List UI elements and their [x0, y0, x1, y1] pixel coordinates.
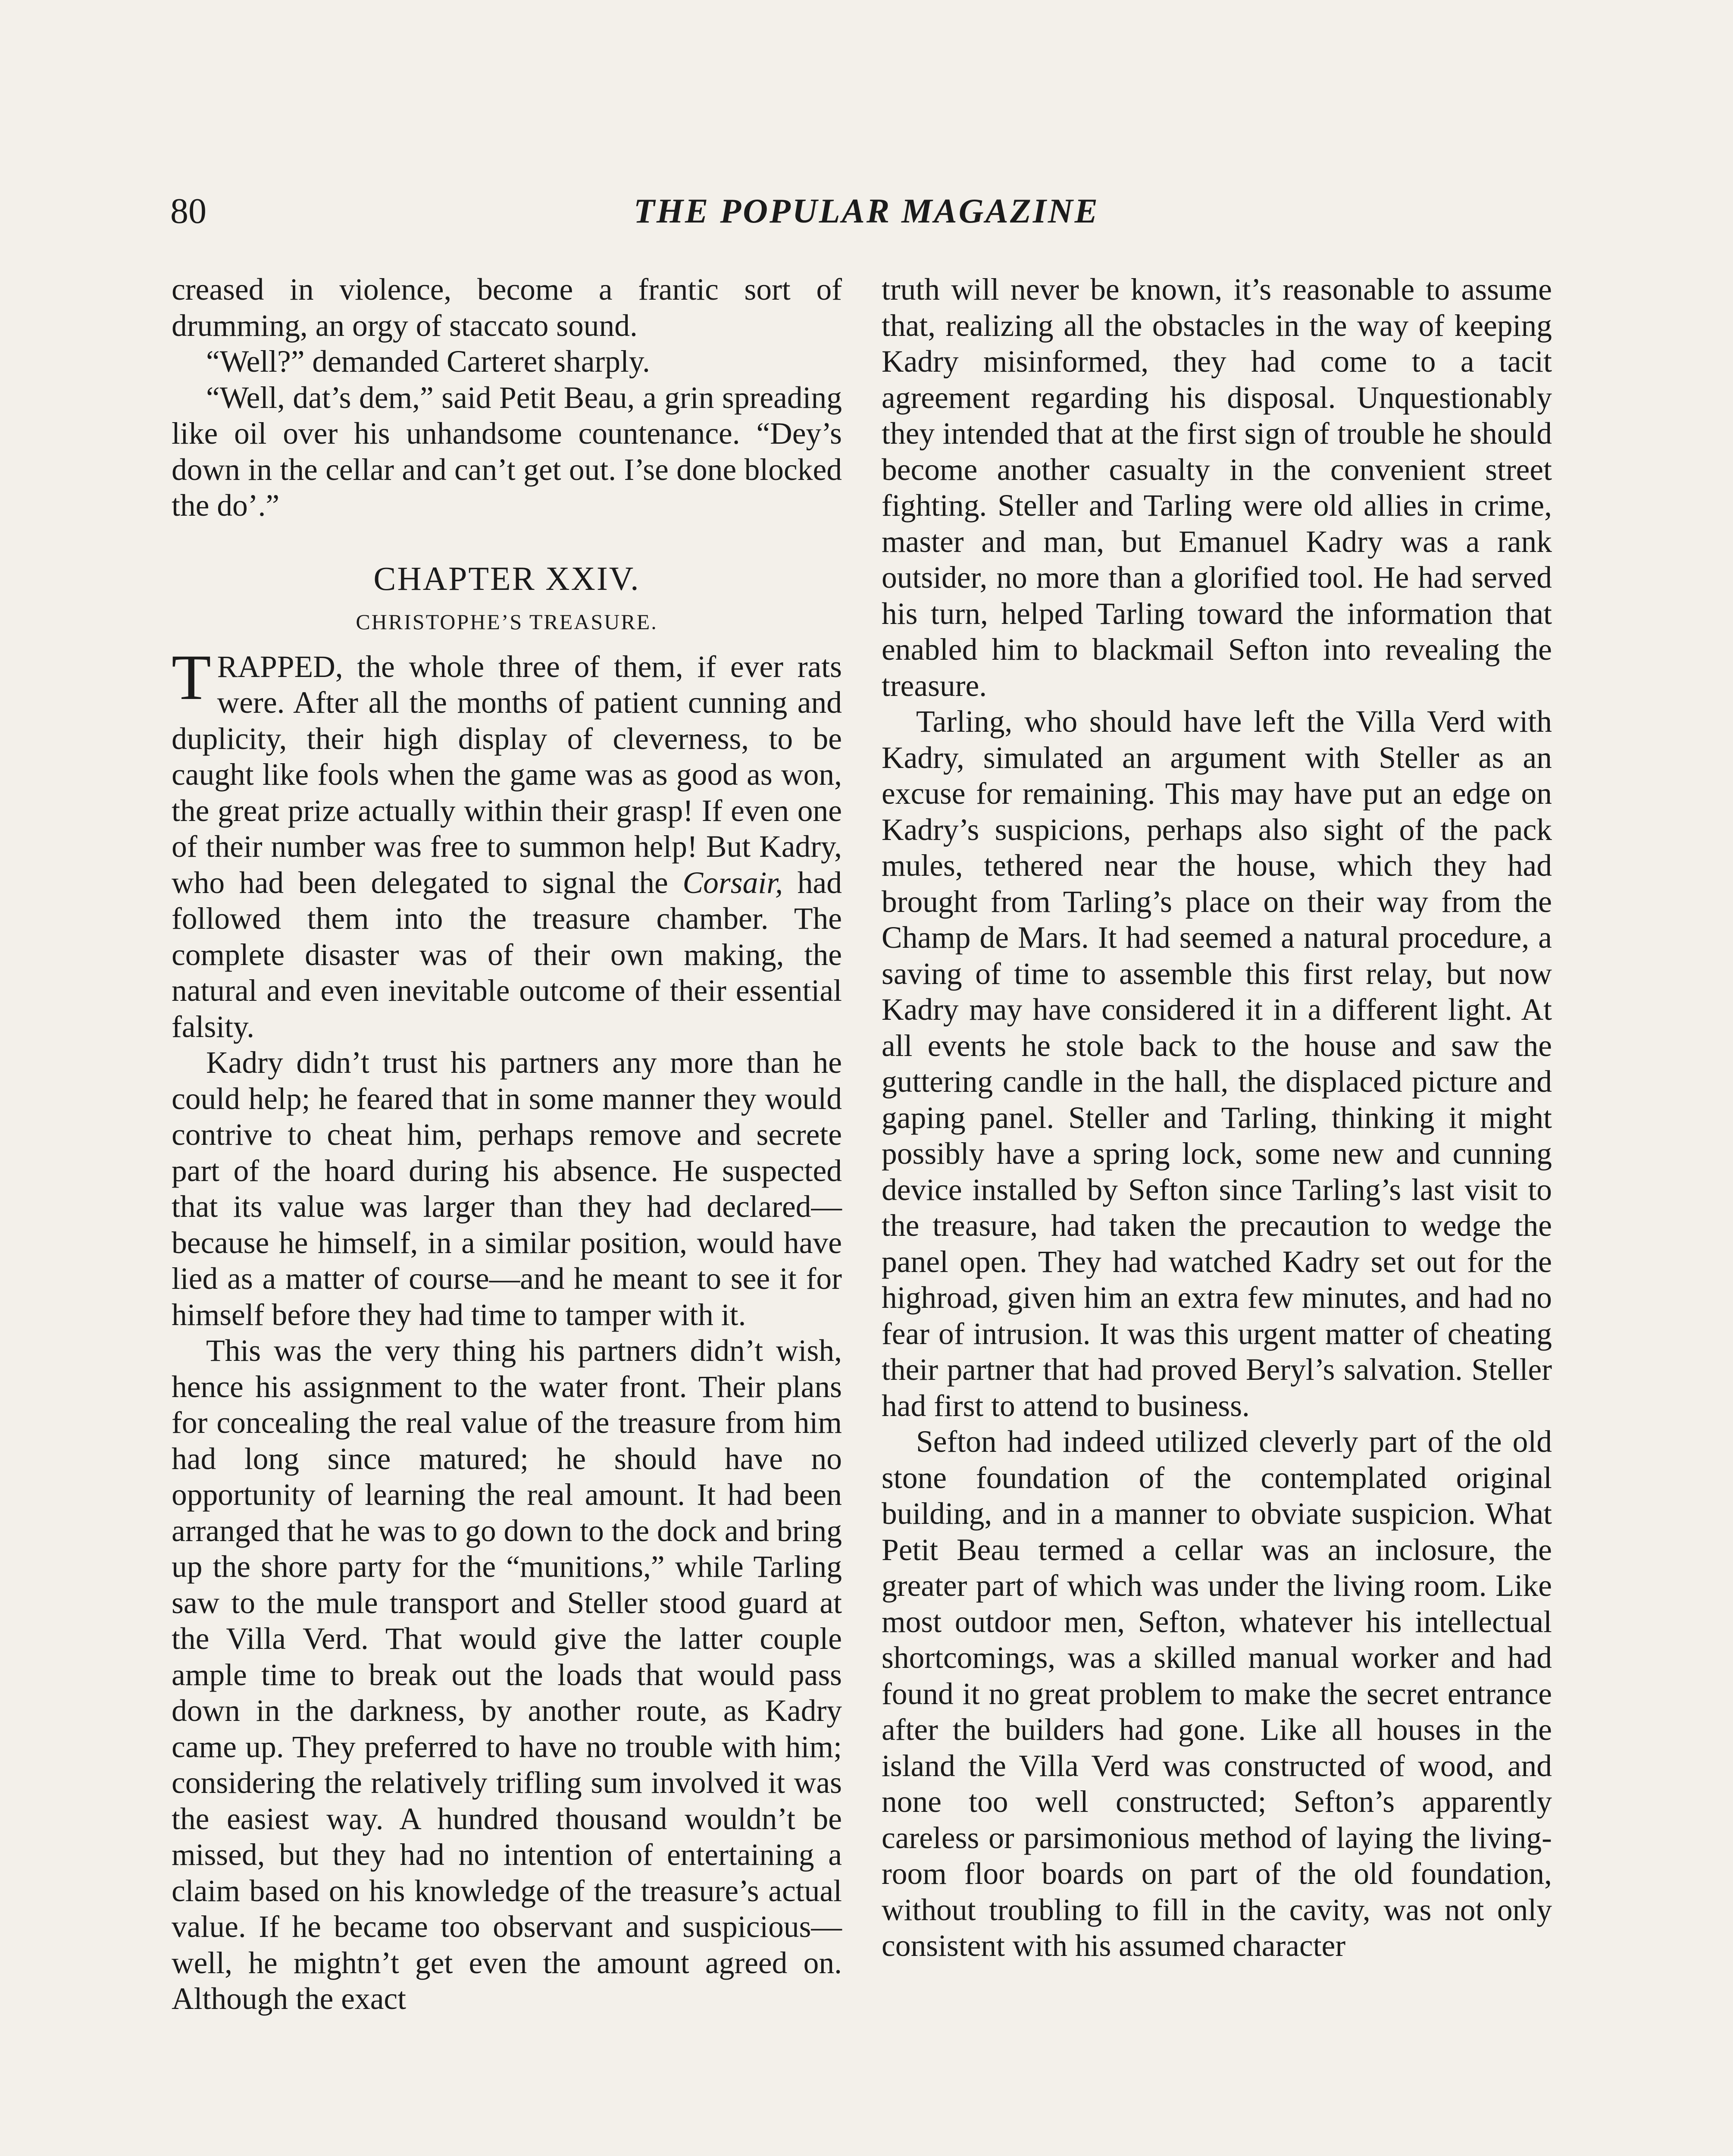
- paragraph: This was the very thing his partners didn’t wish, hence his assignment to the water front. Their plans for concealing the real value of the treasure from him had long since matured; he should have no opportunity of learning the real amount. It had been arranged that he was to go down to the dock and bring up the shore party for the “munitions,” while Tarling saw to the mule transport and Steller stood guard at the Villa Verd. That would give the latter couple ample time to break out the loads that would pass down in the darkness, by another route, as Kadry came up. They preferred to have no trouble with him; considering the relatively trifling sum involved it was the easiest way. A hundred thousand wouldn’t be missed, but they had no intention of entertaining a claim based on his knowledge of the treasure’s actual value. If he became too observant and suspicious—well, he mightn’t get even the amount agreed on. Although the exact: [172, 1334, 842, 2016]
- chapter-heading: CHAPTER XXIV.: [373, 559, 640, 597]
- paragraph: “Well?” demanded Carteret sharply.: [206, 345, 650, 379]
- paragraph-dropcap: [172, 641, 842, 1045]
- paragraph: truth will never be known, it’s reasonable to assume that, realizing all the obstacles in the way of keeping Kadry misinformed, they had come to a tacit agreement regarding his disposal. Unquestionably they intended that at the first sign of trouble he should become another casualty in the convenient street fighting. Steller and Tarling were old allies in crime, master and man, but Emanuel Kadry was a rank outsider, no more than a glorified tool. He had served his turn, helped Tarling toward the information that enabled him to blackmail Sefton into revealing the treasure.: [882, 273, 1552, 703]
- page-header: [170, 190, 1563, 237]
- paragraph: Sefton had indeed utilized cleverly part of the old stone foundation of the contemplated original building, and in a manner to obviate suspicion. What Petit Beau termed a cellar was an inclosure, the greater part of which was under the living room. Like most outdoor men, Sefton, whatever his intellectual shortcomings, was a skilled manual worker and had found it no great problem to make the secret entrance after the builders had gone. Like all houses in the island the Villa Verd was constructed of wood, and none too well constructed; Sefton’s apparently careless or parsimonious method of laying the living-room floor boards on part of the old foundation, without troubling to fill in the cavity, was not only consistent with his assumed character: [882, 1425, 1552, 1963]
- running-title: THE POPULAR MAGAZINE: [633, 192, 1100, 230]
- page-number: 80: [170, 191, 206, 231]
- paragraph: creased in violence, become a frantic sort of drumming, an orgy of staccato sound.: [172, 273, 842, 343]
- drop-cap: T: [172, 641, 211, 713]
- paragraph: “Well, dat’s dem,” said Petit Beau, a grin spreading like oil over his unhandsome countenance. “Dey’s down in the cellar and can’t get out. I’se done blocked the do’.”: [172, 380, 842, 523]
- paragraph-text: RAPPED, the whole three of them, if ever rats were. After all the months of patient cunning and duplicity, their high display of cleverness, to be caught like fools when the game was as good as won, the great prize actually within their grasp! If even one of their number was free to summon help! But Kadry, who had been delegated to signal the: [172, 649, 842, 900]
- paragraph-text: had followed them into the treasure chamber. The complete disaster was of their own making, the natural and even inevitable outcome of their essential falsity.: [172, 865, 842, 1044]
- ship-name: Corsair,: [682, 865, 783, 900]
- chapter-subtitle: CHRISTOPHE’S TREASURE.: [356, 609, 658, 634]
- left-column: [172, 272, 842, 2017]
- right-column: [882, 272, 1552, 1964]
- paragraph: Tarling, who should have left the Villa Verd with Kadry, simulated an argument with Steller as an excuse for remaining. This may have put an edge on Kadry’s suspicions, perhaps also sight of the pack mules, tethered near the house, which they had brought from Tarling’s place on their way from the Champ de Mars. It had seemed a natural procedure, a saving of time to assemble this first relay, but now Kadry may have considered it in a different light. At all events he stole back to the house and saw the guttering candle in the hall, the displaced picture and gaping panel. Steller and Tarling, thinking it might possibly have a spring lock, some new and cunning device installed by Sefton since Tarling’s last visit to the treasure, had taken the precaution to wedge the panel open. They had watched Kadry set out for the highroad, given him an extra few minutes, and had no fear of intrusion. It was this urgent matter of cheating their partner that had proved Beryl’s salvation. Steller had first to attend to business.: [882, 705, 1552, 1423]
- paragraph: Kadry didn’t trust his partners any more than he could help; he feared that in some manner they would contrive to cheat him, perhaps remove and secrete part of the hoard during his absence. He suspected that its value was larger than they had declared—because he himself, in a similar position, would have lied as a matter of course—and he meant to see it for himself before they had time to tamper with it.: [172, 1046, 842, 1332]
